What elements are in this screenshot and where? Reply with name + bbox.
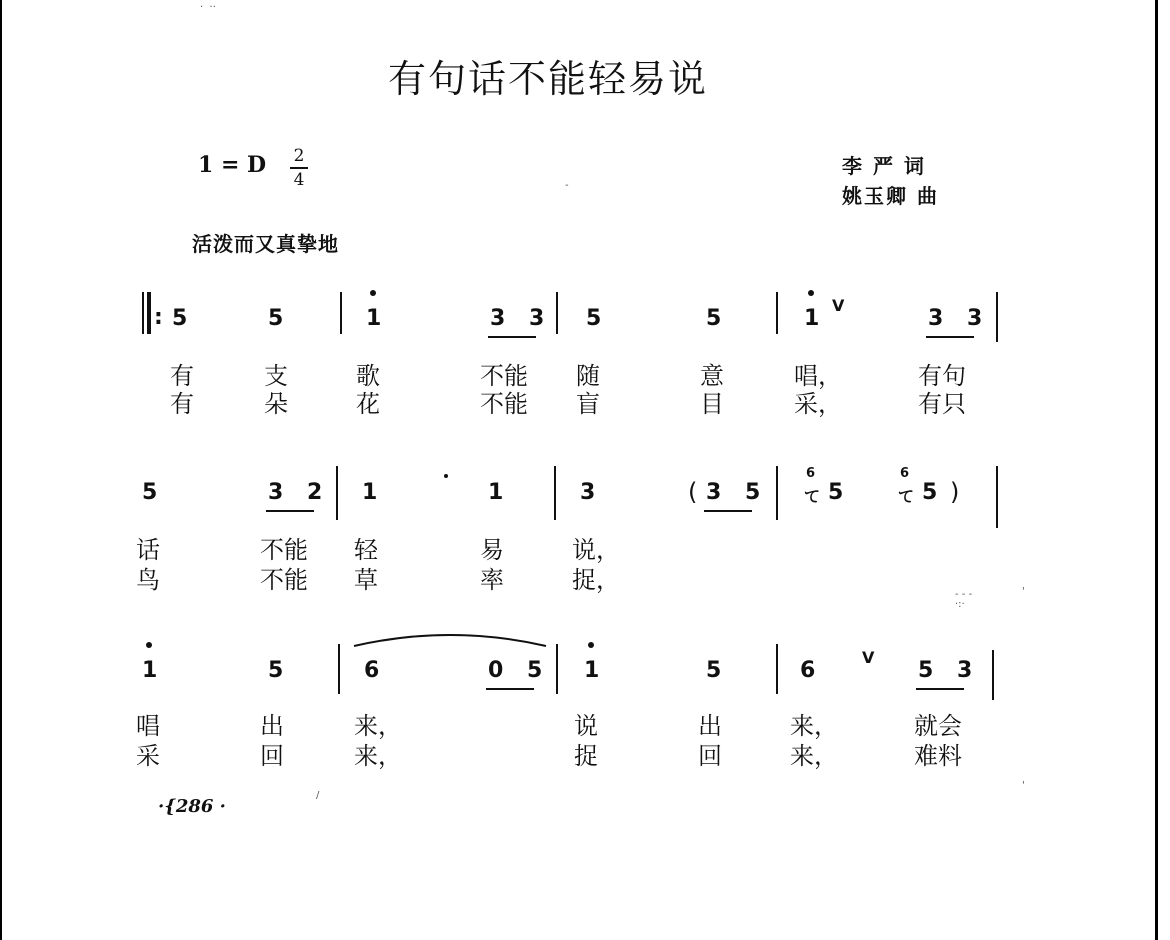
lyric: 朵 [264,390,288,418]
note: 5 [142,480,158,505]
lyric: 有只 [918,390,966,418]
barline [996,292,998,342]
lyric: 回 [698,742,722,770]
note: 5 [586,306,602,331]
lyric: 目 [700,390,724,418]
lyric: 来， [790,742,838,770]
page-number: ·{286 · [158,796,226,817]
lyric: 歌 [356,362,380,390]
repeat-sign: : [154,305,163,330]
right-page-edge [1155,0,1158,940]
lyric: 唱 [136,712,160,740]
lyric: 采， [794,390,842,418]
lyric: 有 [170,362,194,390]
note: 3 5 [706,480,769,505]
lyricist-credit: 李 严 词 [842,154,926,178]
note: 5 [172,306,188,331]
parenthesis-open: ( [688,478,698,506]
barline [338,644,340,694]
note: 5 [922,480,938,505]
note: 5 [706,306,722,331]
lyric: 出 [260,712,284,740]
breath-mark: V [862,648,875,667]
beam [704,510,752,512]
lyric: 草 [354,566,378,594]
lyric: 有 [170,390,194,418]
beam [488,336,536,338]
barline [340,292,342,334]
scan-speck: - [565,180,569,191]
lyric: 就会 [914,712,962,740]
scan-speck: ' [1022,780,1025,791]
barline [776,466,778,520]
lyric: 来， [790,712,838,740]
barline [336,466,338,520]
barline [556,644,558,694]
octave-dot [370,290,376,296]
lyric: 采 [136,742,160,770]
note: 0 5 [488,658,551,683]
lyric: 唱， [794,362,842,390]
barline [147,292,151,334]
beam [266,510,314,512]
scan-speck: · ·· [200,2,216,13]
lyric: 不能 [260,536,308,564]
lyric: 出 [698,712,722,740]
note: 5 [268,658,284,683]
beam [926,336,974,338]
lyric: 回 [260,742,284,770]
note: 1 [584,658,600,683]
grace-tie: て [804,487,821,506]
barline [554,466,556,520]
scan-speck: - - - ·:· [955,589,973,610]
grace-tie: て [898,487,915,506]
lyric: 难料 [914,742,962,770]
note: 3 3 [928,306,991,331]
lyric: 来， [354,742,402,770]
lyric: 不能 [260,566,308,594]
lyric: 鸟 [136,566,160,594]
lyric: 有句 [918,362,966,390]
composer-credit: 姚玉卿 曲 [842,184,939,208]
time-signature: 2 4 [290,146,308,190]
note: 1 [488,480,504,505]
note: 6 [364,658,380,683]
lyric: 轻 [354,536,378,564]
note: 5 [706,658,722,683]
barline [996,466,998,528]
left-page-edge [0,0,2,940]
lyric: 随 [576,362,600,390]
parenthesis-close: ) [950,478,960,506]
barline [556,292,558,334]
note: 3 [580,480,596,505]
note: 5 [268,306,284,331]
note: 3 3 [490,306,553,331]
scan-speck: / [316,790,320,801]
lyric: 不能 [480,362,528,390]
lyric: 说 [574,712,598,740]
lyric: 易 [480,536,504,564]
note: 6 [800,658,816,683]
lyric: 话 [136,536,160,564]
breath-mark: V [832,296,845,315]
lyric: 捉 [574,742,598,770]
scan-speck: ' [1022,586,1025,597]
lyric: 说， [572,536,620,564]
note: 3 2 [268,480,331,505]
scan-dot [444,474,448,478]
note: 1 [804,306,820,331]
barline [776,292,778,334]
beam [486,688,534,690]
note: 5 3 [918,658,981,683]
slur [352,628,548,648]
octave-dot [588,642,594,648]
octave-dot [808,290,814,296]
lyric: 不能 [480,390,528,418]
song-title: 有句话不能轻易说 [388,57,709,101]
lyric: 捉， [572,566,620,594]
barline [992,650,994,700]
barline [142,292,144,334]
lyric: 率 [480,566,504,594]
note: 1 [142,658,158,683]
note: 5 [828,480,844,505]
lyric: 支 [264,362,288,390]
note: 1 [362,480,378,505]
lyric: 花 [356,390,380,418]
beam [916,688,964,690]
grace-note: 6 [806,466,816,481]
lyric: 来， [354,712,402,740]
note: 1 [366,306,382,331]
lyric: 盲 [576,390,600,418]
tempo-marking: 活泼而又真挚地 [192,232,339,256]
lyric: 意 [700,362,724,390]
grace-note: 6 [900,466,910,481]
barline [776,644,778,694]
key-signature: 1 = D [198,152,267,178]
octave-dot [146,642,152,648]
